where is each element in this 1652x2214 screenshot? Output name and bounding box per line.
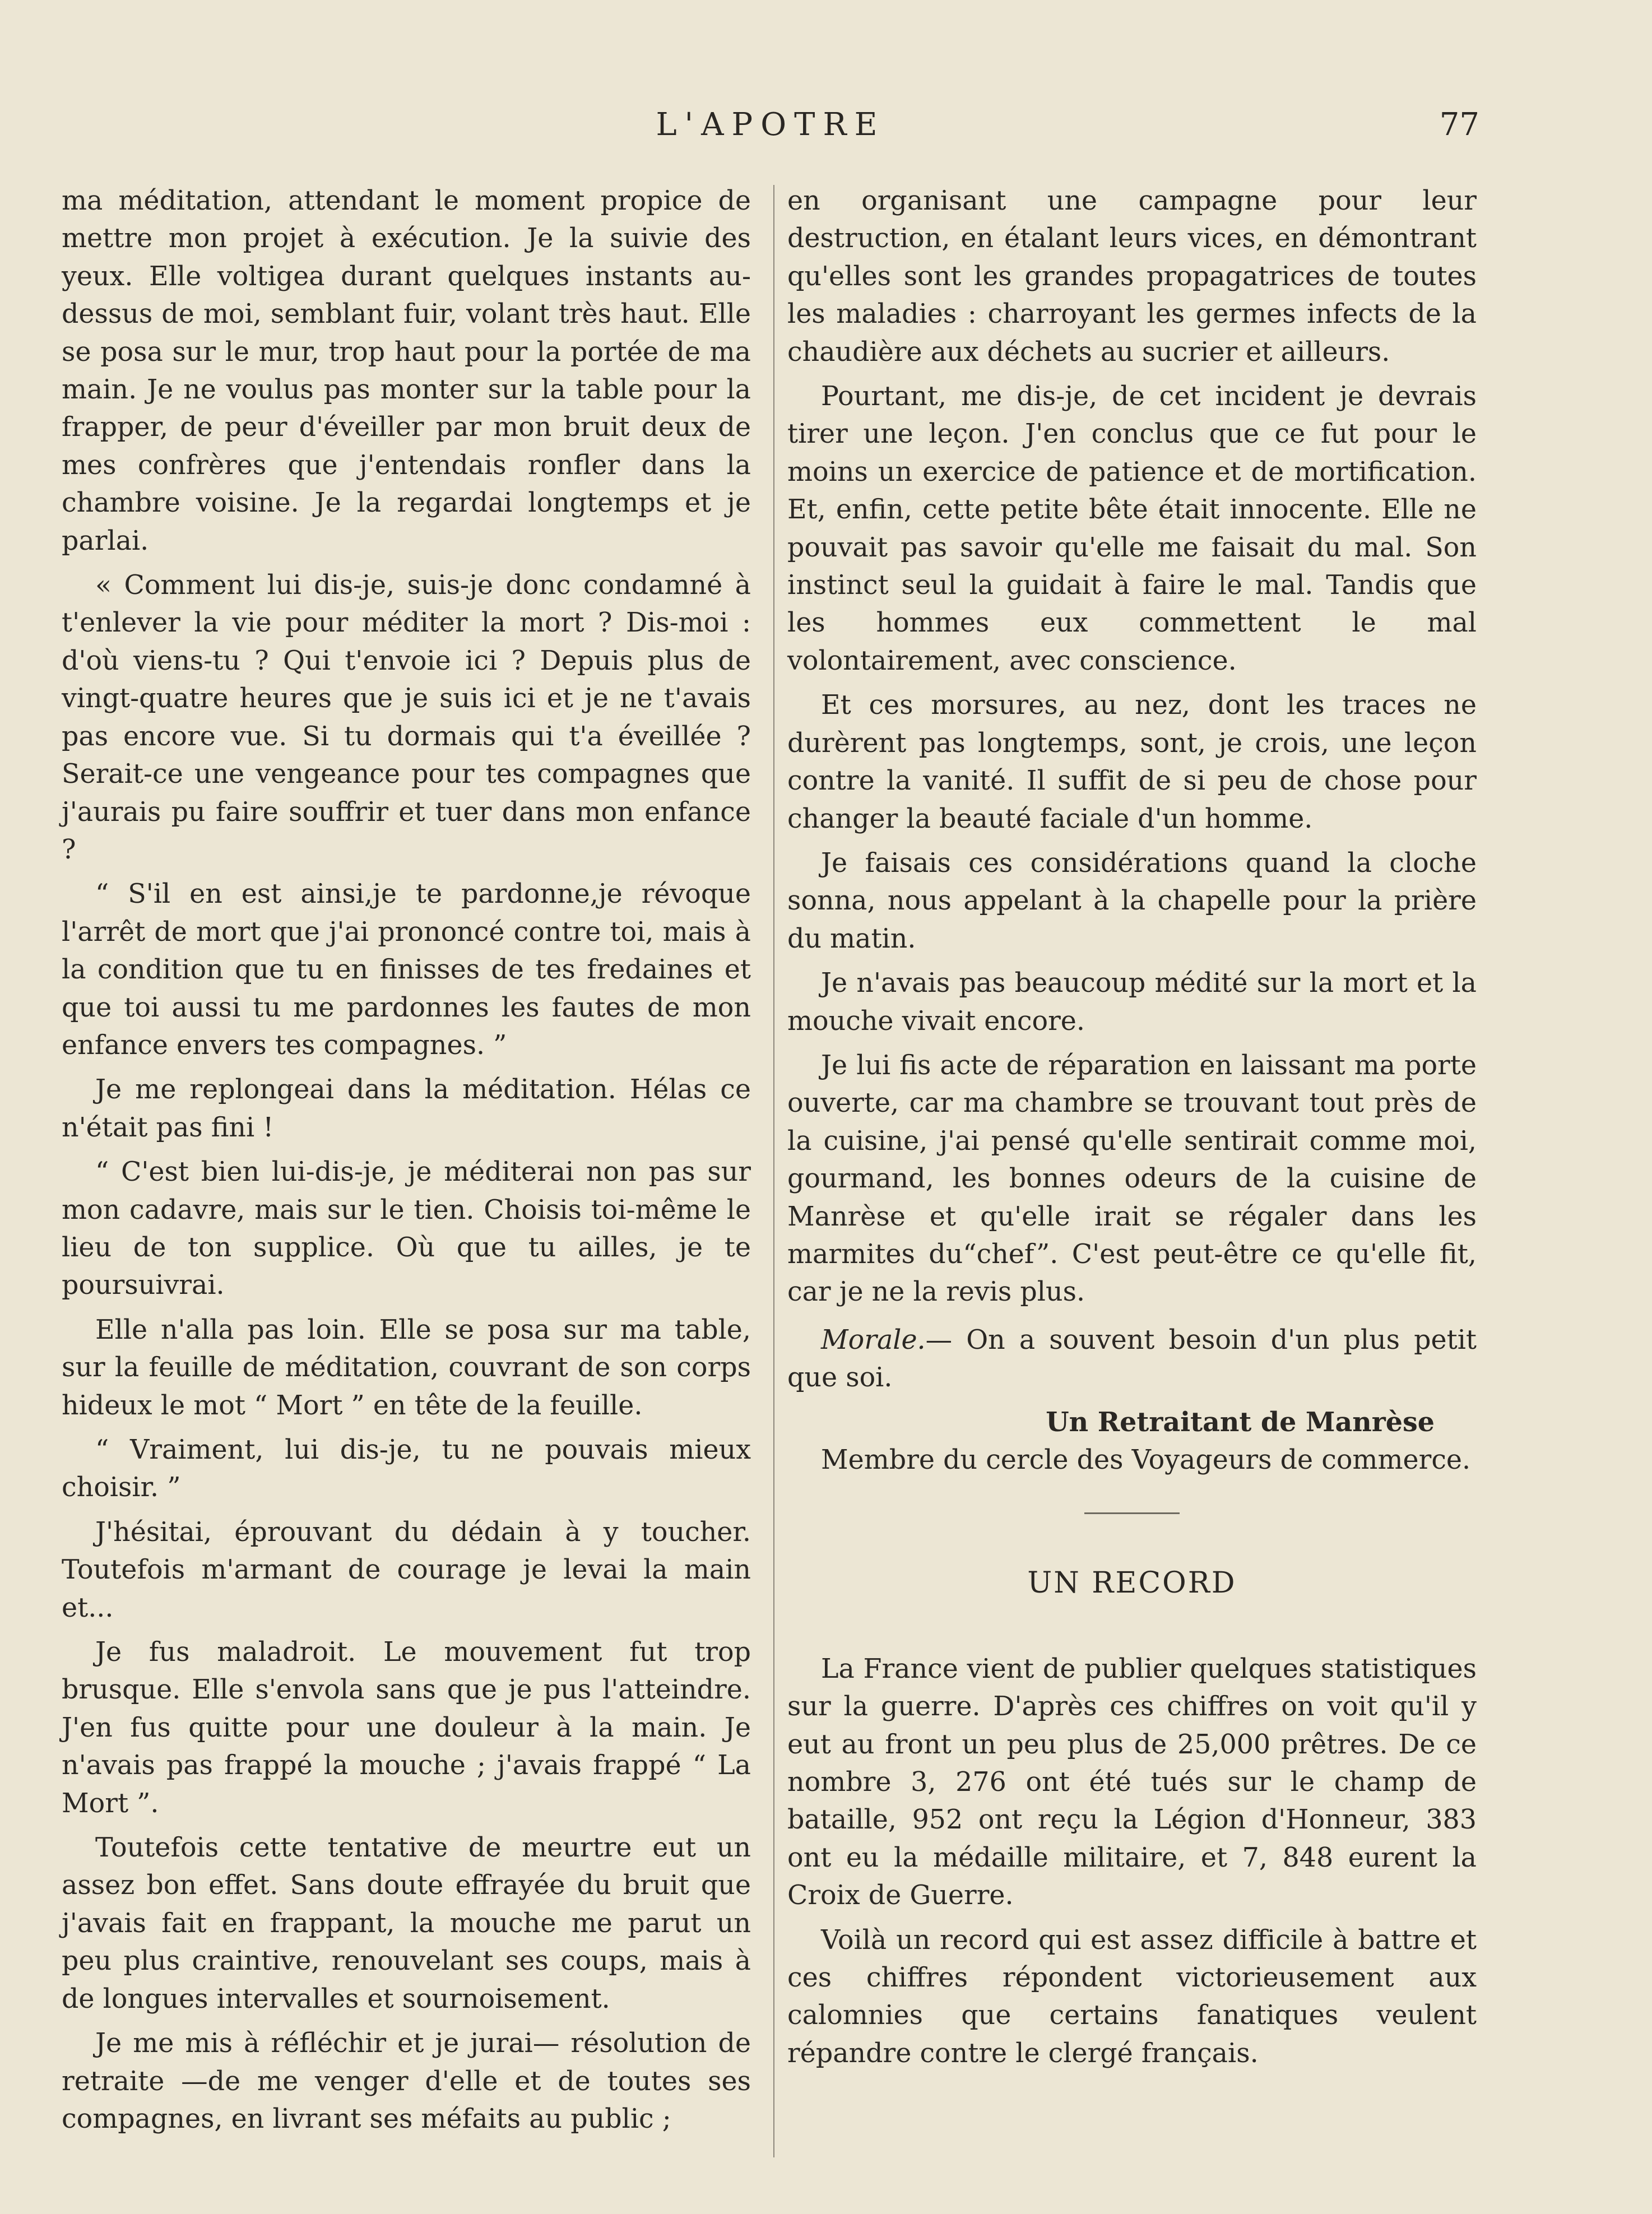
paragraph: Je lui fis acte de réparation en laissant ma porte ouverte, car ma chambre se trouvant tout près de la cuisine, j'ai pensé qu'elle sentirait comme moi, gourmand, les bonnes odeurs de la cuisine de Manrèse et qu'elle irait se régaler dans les marmites du“chef”. C'est peut-être ce qu'elle fit, car je ne la revis plus.: [787, 1050, 1477, 1308]
paragraph: “ Vraiment, lui dis-je, tu ne pouvais mieux choisir. ”: [62, 1435, 751, 1503]
page-number: 77: [1439, 106, 1479, 143]
paragraph: Elle n'alla pas loin. Elle se posa sur ma table, sur la feuille de méditation, couvrant de son corps hideux le mot “ Mort ” en tête de la feuille.: [62, 1314, 751, 1421]
membership-line: Membre du cercle des Voyageurs de commerce.: [821, 1445, 1471, 1475]
paragraph: La France vient de publier quelques statistiques sur la guerre. D'après ces chiffres on voit qu'il y eut au front un peu plus de 25,000 prêtres. De ce nombre 3, 276 ont été tués sur le champ de bataille, 952 ont reçu la Légion d'Honneur, 383 ont eu la médaille militaire, et 7, 848 eurent la Croix de Guerre.: [787, 1653, 1477, 1911]
morale-paragraph: [787, 1321, 1477, 1397]
paragraph: Je me mis à réfléchir et je jurai— résolution de retraite —de me venger d'elle et de toutes ses compagnes, en livrant ses méfaits au public ;: [62, 2028, 751, 2134]
paragraph: Je fus maladroit. Le mouvement fut trop brusque. Elle s'envola sans que je pus l'atteindre. J'en fus quitte pour une douleur à la main. Je n'avais pas frappé la mouche ; j'avais frappé “ La Mort ”.: [62, 1637, 751, 1819]
paragraph: ma méditation, attendant le moment propice de mettre mon projet à exécution. Je la suivie des yeux. Elle voltigea durant quelques instants au-dessus de moi, semblant fuir, volant très haut. Elle se posa sur le mur, trop haut pour la portée de ma main. Je ne voulus pas monter sur la table pour la frapper, de peur d'éveiller par mon bruit deux de mes confrères que j'entendais ronfler dans la chambre voisine. Je la regardai longtemps et je parlai.: [62, 185, 751, 556]
right-column: [787, 182, 1477, 2079]
paragraph: « Comment lui dis-je, suis-je donc condamné à t'enlever la vie pour méditer la mort ? Dis-moi : d'où viens-tu ? Qui t'envoie ici ? Depuis plus de vingt-quatre heures que je suis ici et je ne t'avais pas encore vue. Si tu dormais qui t'a éveillée ? Serait-ce une vengeance pour tes compagnes que j'aurais pu faire souffrir et tuer dans mon enfance ?: [62, 570, 751, 865]
paragraph: Voilà un record qui est assez difficile à battre et ces chiffres répondent victorieusement aux calomnies que certains fanatiques veulent répandre contre le clergé français.: [787, 1924, 1477, 2069]
paragraph: Toutefois cette tentative de meurtre eut un assez bon effet. Sans doute effrayée du bruit que j'avais fait en frappant, la mouche me parut un peu plus craintive, renouvelant ses coups, mais à de longues intervalles et sournoisement.: [62, 1832, 751, 2015]
morale-label: Morale.: [821, 1324, 926, 1356]
paragraph: Je n'avais pas beaucoup médité sur la mort et la mouche vivait encore.: [787, 968, 1477, 1037]
section-title: UN RECORD: [1027, 1566, 1237, 1600]
paragraph: Je faisais ces considérations quand la cloche sonna, nous appelant à la chapelle pour la prière du matin.: [787, 847, 1477, 954]
left-column: [62, 182, 751, 2145]
paragraph: J'hésitai, éprouvant du dédain à y toucher. Toutefois m'armant de courage je levai la main et...: [62, 1516, 751, 1623]
paragraph: Et ces morsures, au nez, dont les traces ne durèrent pas longtemps, sont, je crois, une leçon contre la vanité. Il suffit de si peu de chose pour changer la beauté faciale d'un homme.: [787, 690, 1477, 834]
morale-text: — On a souvent besoin d'un plus petit que soi.: [787, 1324, 1477, 1394]
column-divider: [773, 185, 774, 2157]
section-separator: [1084, 1512, 1180, 1514]
paragraph: “ S'il en est ainsi,je te pardonne,je révoque l'arrêt de mort que j'ai prononcé contre toi, mais à la condition que tu en finisses de tes fredaines et que toi aussi tu me pardonnes les fautes de mon enfance envers tes compagnes. ”: [62, 879, 751, 1061]
running-head: L'APOTRE: [656, 106, 885, 143]
paragraph: “ C'est bien lui-dis-je, je méditerai non pas sur mon cadavre, mais sur le tien. Choisis toi-même le lieu de ton supplice. Où que tu ailles, je te poursuivrai.: [62, 1157, 751, 1301]
signature: Un Retraitant de Manrèse: [1046, 1406, 1435, 1438]
paragraph: en organisant une campagne pour leur destruction, en étalant leurs vices, en démontrant qu'elles sont les grandes propagatrices de toutes les maladies : charroyant les germes infects de la chaudière aux déchets au sucrier et ailleurs.: [787, 185, 1477, 368]
paragraph: Pourtant, me dis-je, de cet incident je devrais tirer une leçon. J'en conclus que ce fut pour le moins un exercice de patience et de mortification. Et, enfin, cette petite bête était innocente. Elle ne pouvait pas savoir qu'elle me faisait du mal. Son instinct seul la guidait à faire le mal. Tandis que les hommes eux commettent le mal volontairement, avec conscience.: [787, 381, 1477, 676]
page-header: [62, 106, 1479, 157]
paragraph: Je me replongeai dans la méditation. Hélas ce n'était pas fini !: [62, 1074, 751, 1143]
